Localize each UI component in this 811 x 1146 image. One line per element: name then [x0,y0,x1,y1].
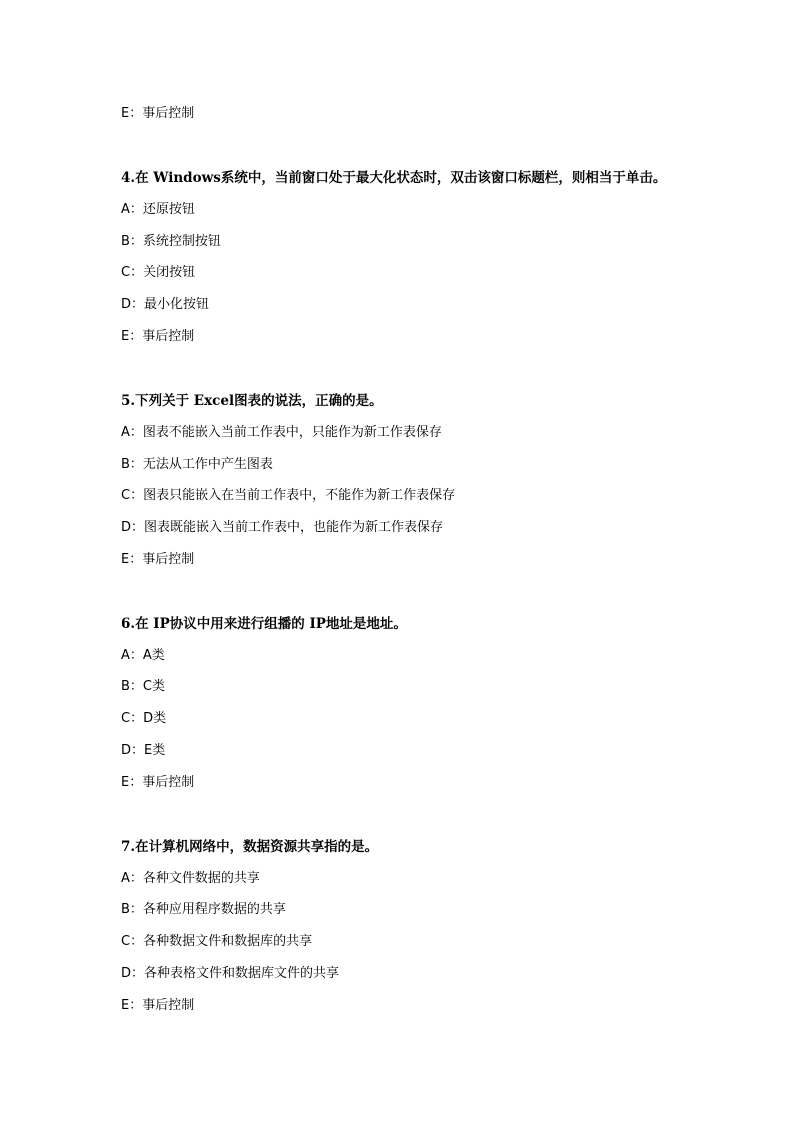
question-4-option-c: C：关闭按钮 [121,265,196,280]
question-7-option-c: C：各种数据文件和数据库的共享 [121,934,313,949]
question-7-option-a: A：各种文件数据的共享 [121,871,260,886]
question-6-option-c: C：D类 [121,711,167,726]
question-4-option-a: A：还原按钮 [121,202,195,217]
question-5-title: 5.下列关于 Excel图表的说法，正确的是。 [121,393,383,409]
question-5-option-e: E：事后控制 [121,552,195,567]
question-4-option-e: E：事后控制 [121,329,195,344]
question-7-option-b: B：各种应用程序数据的共享 [121,902,286,917]
question-5-option-d: D：图表既能嵌入当前工作表中，也能作为新工作表保存 [121,520,444,535]
question-7-option-d: D：各种表格文件和数据库文件的共享 [121,966,340,981]
question-4-title: 4.在 Windows系统中，当前窗口处于最大化状态时，双击该窗口标题栏，则相当于单击。 [121,170,667,186]
question-6-title: 6.在 IP协议中用来进行组播的 IP地址是地址。 [121,616,407,632]
question-7-title: 7.在计算机网络中，数据资源共享指的是。 [121,839,379,855]
question-6-option-b: B：C类 [121,679,165,694]
question-6-option-d: D：E类 [121,743,166,758]
question-6-option-a: A：A类 [121,648,165,663]
question-4-option-d: D：最小化按钮 [121,297,210,312]
question-5-option-b: B：无法从工作中产生图表 [121,457,273,472]
question-6-option-e: E：事后控制 [121,775,195,790]
question-5-option-c: C：图表只能嵌入在当前工作表中，不能作为新工作表保存 [121,488,456,503]
question-5-option-a: A：图表不能嵌入当前工作表中，只能作为新工作表保存 [121,425,442,440]
option-e-previous: E：事后控制 [121,106,195,121]
question-4-option-b: B：系统控制按钮 [121,234,221,249]
question-7-option-e: E：事后控制 [121,998,195,1013]
